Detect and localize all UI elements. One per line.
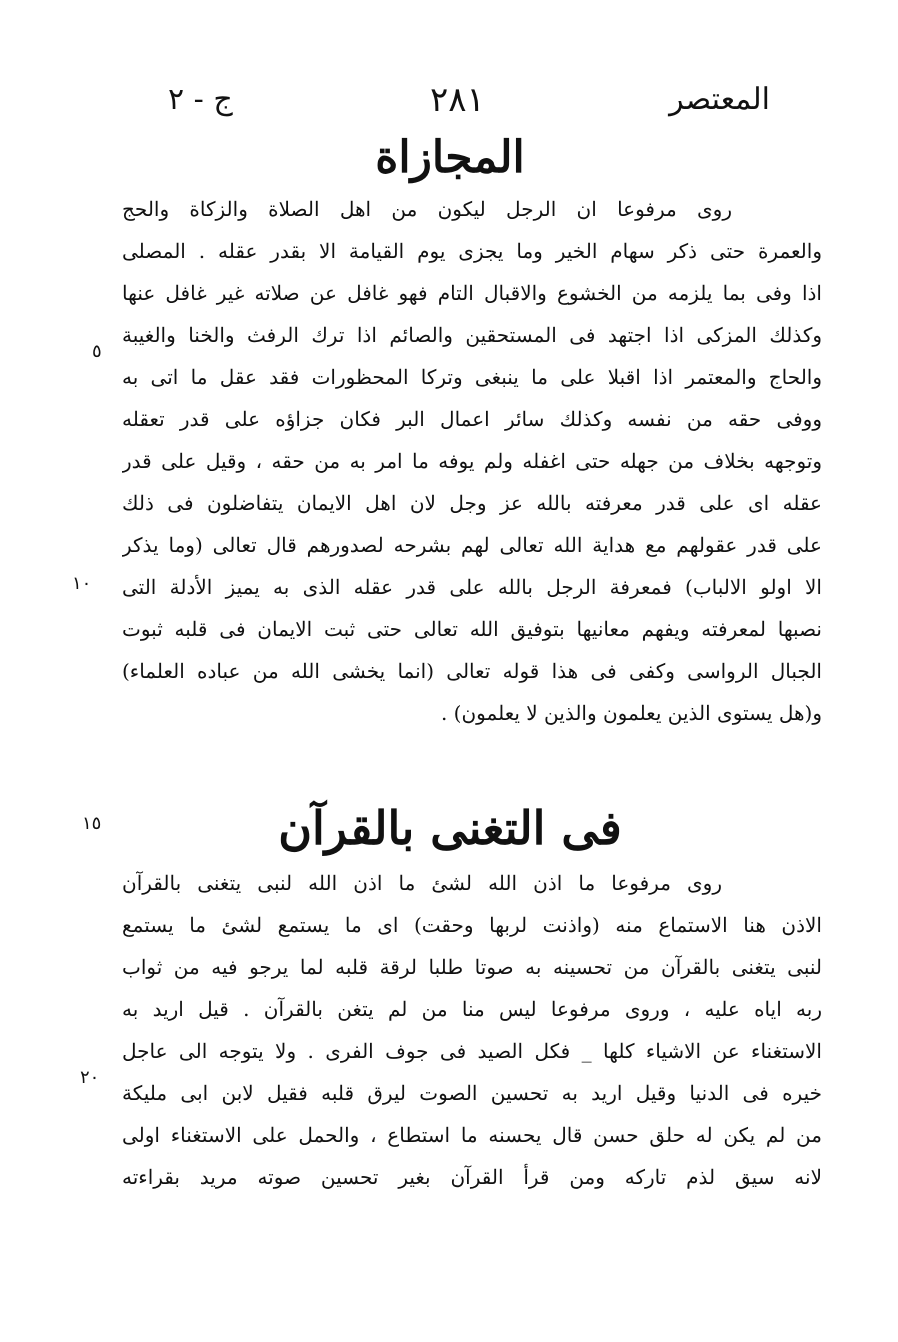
- text-line: من لم يكن له حلق حسن قال يحسنه ما استطاع ، والحمل على الاستغناء اولى: [122, 1123, 822, 1147]
- text-line: الا اولو الالباب) فمعرفة الرجل بالله على قدر عقله الذى به يميز الأدلة التى: [122, 575, 822, 599]
- text-line: خيره فى الدنيا وقيل اريد به تحسين الصوت ليرق قلبه فقيل لابن ابى مليكة: [122, 1081, 822, 1105]
- volume-label: ج - ٢: [168, 82, 233, 117]
- book-title: المعتصر: [669, 82, 770, 117]
- text-line: ربه اياه عليه ، وروى مرفوعا ليس منا من لم يتغن بالقرآن . قيل اريد به: [122, 997, 822, 1021]
- line-number-marker: ٢٠: [80, 1067, 100, 1088]
- line-number-marker: ٥: [92, 341, 102, 362]
- text-line: روى مرفوعا ان الرجل ليكون من اهل الصلاة والزكاة والحج: [122, 197, 732, 221]
- running-head: [150, 78, 770, 122]
- text-line: اذا وفى بما يلزمه من الخشوع والاقبال التام فهو غافل عن صلاته غير غافل عنها: [122, 281, 822, 305]
- text-line: والحاج والمعتمر اذا اقبلا على ما ينبغى وتركا المحظورات فقد عقل ما اتى به: [122, 365, 822, 389]
- text-line: الجبال الرواسى وكفى فى هذا قوله تعالى (انما يخشى الله من عباده العلماء): [122, 659, 822, 683]
- page-number: ٢٨١: [430, 80, 485, 120]
- section-body-taghanni: [122, 862, 822, 1198]
- text-line: لانه سيق لذم تاركه ومن قرأ القرآن بغير تحسين صوته مريد بقراءته: [122, 1165, 822, 1189]
- text-line: وتوجهه بخلاف من جهله حتى اغفله ولم يوفه ما امر به من حقه ، وقيل على قدر: [122, 449, 822, 473]
- text-line: الاذن هنا الاستماع منه (واذنت لربها وحقت) اى ما يستمع لشئ ما يستمع: [122, 913, 822, 937]
- text-line: لنبى يتغنى بالقرآن من تحسينه به صوتا طلبا لرقة قلبه لما يرجو فيه من ثواب: [122, 955, 822, 979]
- text-line: ووفى حقه من نفسه وكذلك سائر اعمال البر فكان جزاؤه على قدر تعقله: [122, 407, 822, 431]
- text-line: الاستغناء عن الاشياء كلها _ فكل الصيد فى جوف الفرى . ولا يتوجه الى عاجل: [122, 1039, 822, 1063]
- text-line: نصبها لمعرفته ويفهم معانيها بتوفيق الله تعالى حتى ثبت الايمان فى قلبه ثبوت: [122, 617, 822, 641]
- text-line: روى مرفوعا ما اذن الله لشئ ما اذن الله لنبى يتغنى بالقرآن: [122, 871, 722, 895]
- section-body-mujazat: [122, 188, 822, 734]
- text-line: والعمرة حتى ذكر سهام الخير وما يجزى يوم القيامة الا بقدر عقله . المصلى: [122, 239, 822, 263]
- line-number-marker: ١٠: [72, 573, 92, 594]
- text-line: وكذلك المزكى اذا اجتهد فى المستحقين والصائم اذا ترك الرفث والخنا والغيبة: [122, 323, 822, 347]
- text-line: و(هل يستوى الذين يعلمون والذين لا يعلمون) .: [440, 701, 822, 725]
- section-heading-taghanni: فى التغنى بالقرآن: [278, 801, 622, 855]
- text-line: عقله اى على قدر معرفته بالله عز وجل لان اهل الايمان يتفاضلون فى ذلك: [122, 491, 822, 515]
- section-heading-mujazat: المجازاة: [375, 132, 525, 183]
- text-line: على قدر عقولهم مع هداية الله تعالى لهم بشرحه لصدورهم قال تعالى (وما يذكر: [122, 533, 822, 557]
- line-number-marker: ١٥: [82, 813, 102, 834]
